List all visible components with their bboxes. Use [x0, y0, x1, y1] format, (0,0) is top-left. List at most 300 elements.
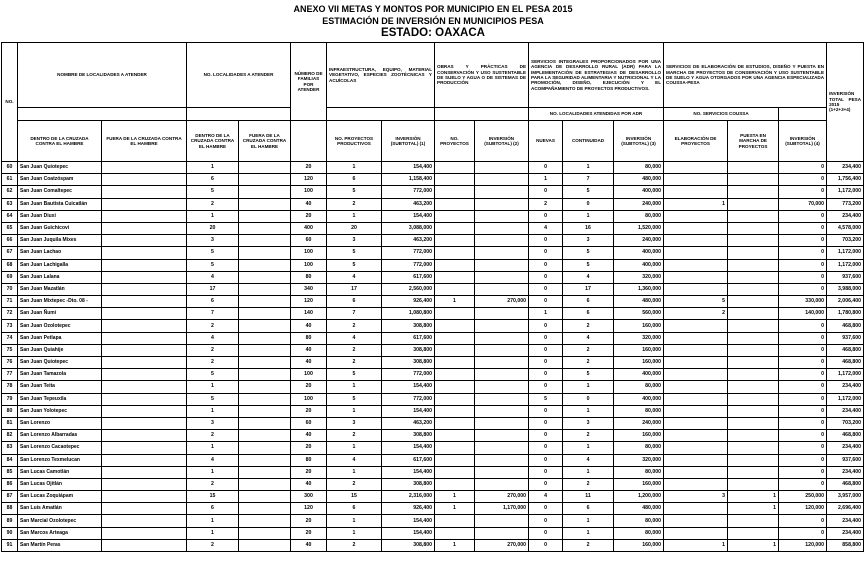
productive-projects-count-cell: 5	[327, 259, 382, 271]
elaboration-projects-cell: 2	[664, 308, 728, 320]
total-investment-cell: 1,172,000	[827, 369, 864, 381]
outside-crusade-name-cell	[102, 296, 187, 308]
elaboration-projects-cell	[664, 186, 728, 198]
municipality-name-cell: San Lorenzo Albarradas	[18, 430, 102, 442]
localities-inside-crusade-cell: 2	[187, 198, 239, 210]
continuity-localities-cell: 1	[563, 442, 614, 454]
elaboration-projects-cell	[664, 454, 728, 466]
continuity-localities-cell: 17	[563, 283, 614, 295]
table-row	[2, 503, 864, 515]
families-count-cell: 20	[291, 162, 327, 174]
row-number-cell: 70	[2, 283, 18, 295]
elaboration-projects-cell	[664, 357, 728, 369]
table-row	[2, 466, 864, 478]
localities-outside-crusade-cell	[239, 503, 291, 515]
localities-inside-crusade-cell: 20	[187, 222, 239, 234]
localities-outside-crusade-cell	[239, 283, 291, 295]
municipality-name-cell: San Juan Tamazola	[18, 369, 102, 381]
startup-projects-cell	[728, 369, 779, 381]
table-row	[2, 539, 864, 551]
row-number-cell: 75	[2, 344, 18, 356]
elaboration-projects-cell	[664, 174, 728, 186]
header-infraestructura: INFRAESTRUCTURA, EQUIPO, MATERIAL VEGETATIVO, ESPECIES ZOOTÉCNICAS Y ACUÍCOLAS	[327, 43, 435, 108]
localities-outside-crusade-cell	[239, 527, 291, 539]
header-no-proyectos-2: NO. PROYECTOS	[435, 121, 475, 162]
localities-outside-crusade-cell	[239, 417, 291, 429]
localities-inside-crusade-cell: 6	[187, 503, 239, 515]
investment-3-cell: 400,000	[614, 369, 664, 381]
investment-4-cell: 0	[779, 210, 827, 222]
localities-inside-crusade-cell: 6	[187, 174, 239, 186]
investment-1-cell: 617,600	[382, 454, 435, 466]
investment-4-cell: 0	[779, 393, 827, 405]
families-count-cell: 60	[291, 235, 327, 247]
startup-projects-cell	[728, 405, 779, 417]
investment-4-cell: 0	[779, 466, 827, 478]
investment-4-cell: 0	[779, 271, 827, 283]
investment-2-cell	[475, 344, 529, 356]
localities-outside-crusade-cell	[239, 210, 291, 222]
municipality-name-cell: San Lorenzo	[18, 417, 102, 429]
investment-2-cell: 270,000	[475, 296, 529, 308]
outside-crusade-name-cell	[102, 405, 187, 417]
localities-inside-crusade-cell: 4	[187, 332, 239, 344]
conservation-projects-count-cell	[435, 259, 475, 271]
investment-1-cell: 772,000	[382, 186, 435, 198]
investment-1-cell: 154,400	[382, 210, 435, 222]
startup-projects-cell	[728, 271, 779, 283]
investment-3-cell: 480,000	[614, 296, 664, 308]
municipality-name-cell: San Juan Lachigalla	[18, 259, 102, 271]
table-row	[2, 442, 864, 454]
continuity-localities-cell: 0	[563, 198, 614, 210]
outside-crusade-name-cell	[102, 271, 187, 283]
total-investment-cell: 1,756,400	[827, 174, 864, 186]
continuity-localities-cell: 7	[563, 174, 614, 186]
families-count-cell: 340	[291, 283, 327, 295]
header-inversion-3: INVERSIÓN (SUBTOTAL) (3)	[614, 121, 664, 162]
total-investment-cell: 937,600	[827, 271, 864, 283]
continuity-localities-cell: 0	[563, 393, 614, 405]
localities-outside-crusade-cell	[239, 259, 291, 271]
investment-4-cell: 0	[779, 222, 827, 234]
total-investment-cell: 3,957,000	[827, 491, 864, 503]
startup-projects-cell: 1	[728, 503, 779, 515]
new-localities-cell: 0	[529, 259, 563, 271]
productive-projects-count-cell: 1	[327, 405, 382, 417]
conservation-projects-count-cell	[435, 271, 475, 283]
outside-crusade-name-cell	[102, 344, 187, 356]
elaboration-projects-cell	[664, 283, 728, 295]
elaboration-projects-cell	[664, 381, 728, 393]
total-investment-cell: 703,200	[827, 235, 864, 247]
investment-4-cell: 0	[779, 527, 827, 539]
productive-projects-count-cell: 2	[327, 198, 382, 210]
row-number-cell: 85	[2, 466, 18, 478]
new-localities-cell: 1	[529, 174, 563, 186]
table-row	[2, 478, 864, 490]
row-number-cell: 77	[2, 369, 18, 381]
elaboration-projects-cell	[664, 405, 728, 417]
header-servicios-adr: SERVICIOS INTEGRALES PROPORCIONADOS POR UNA AGENCIA DE DESARROLLO RURAL (ADR) PARA LA IMPLEMENTACIÓN DE ESTRATEGIAS DE DESARROLLO PARA LA SEGURIDAD ALIMENTARIA Y NUTRICIONAL Y LA PROMOCIÓN, DISEÑO, EJECUCIÓN Y EL ACOMPAÑAMIENTO DE PROYECTOS PRODUCTIVOS.	[529, 43, 664, 108]
investment-4-cell: 0	[779, 174, 827, 186]
outside-crusade-name-cell	[102, 198, 187, 210]
outside-crusade-name-cell	[102, 247, 187, 259]
new-localities-cell: 0	[529, 162, 563, 174]
investment-4-cell: 0	[779, 417, 827, 429]
table-row	[2, 174, 864, 186]
row-number-cell: 62	[2, 186, 18, 198]
investment-3-cell: 80,000	[614, 527, 664, 539]
new-localities-cell: 0	[529, 539, 563, 551]
municipality-name-cell: San Juan Juquila Mixes	[18, 235, 102, 247]
families-count-cell: 140	[291, 308, 327, 320]
investment-table	[1, 42, 864, 552]
conservation-projects-count-cell	[435, 515, 475, 527]
outside-crusade-name-cell	[102, 235, 187, 247]
productive-projects-count-cell: 1	[327, 527, 382, 539]
productive-projects-count-cell: 6	[327, 296, 382, 308]
row-number-cell: 81	[2, 417, 18, 429]
families-count-cell: 20	[291, 515, 327, 527]
new-localities-cell: 0	[529, 405, 563, 417]
investment-2-cell	[475, 198, 529, 210]
investment-3-cell: 80,000	[614, 405, 664, 417]
total-investment-cell: 4,578,000	[827, 222, 864, 234]
investment-4-cell: 0	[779, 332, 827, 344]
table-row	[2, 235, 864, 247]
families-count-cell: 100	[291, 393, 327, 405]
localities-outside-crusade-cell	[239, 491, 291, 503]
conservation-projects-count-cell	[435, 247, 475, 259]
header-fuera: FUERA DE LA CRUZADA CONTRA EL HAMBRE	[102, 121, 187, 162]
localities-outside-crusade-cell	[239, 162, 291, 174]
elaboration-projects-cell	[664, 503, 728, 515]
row-number-cell: 80	[2, 405, 18, 417]
investment-1-cell: 154,400	[382, 466, 435, 478]
new-localities-cell: 0	[529, 332, 563, 344]
header-elaboracion: ELABORACIÓN DE PROYECTOS	[664, 121, 728, 162]
municipality-name-cell: San Juan Ñumí	[18, 308, 102, 320]
outside-crusade-name-cell	[102, 259, 187, 271]
total-investment-cell: 2,006,400	[827, 296, 864, 308]
total-investment-cell: 234,400	[827, 162, 864, 174]
investment-1-cell: 772,000	[382, 259, 435, 271]
new-localities-cell: 1	[529, 308, 563, 320]
elaboration-projects-cell	[664, 417, 728, 429]
continuity-localities-cell: 1	[563, 210, 614, 222]
productive-projects-count-cell: 2	[327, 357, 382, 369]
families-count-cell: 100	[291, 247, 327, 259]
outside-crusade-name-cell	[102, 186, 187, 198]
investment-3-cell: 160,000	[614, 478, 664, 490]
new-localities-cell: 0	[529, 296, 563, 308]
localities-inside-crusade-cell: 6	[187, 296, 239, 308]
elaboration-projects-cell	[664, 332, 728, 344]
localities-inside-crusade-cell: 2	[187, 344, 239, 356]
investment-3-cell: 400,000	[614, 393, 664, 405]
table-row	[2, 320, 864, 332]
row-number-cell: 74	[2, 332, 18, 344]
continuity-localities-cell: 6	[563, 503, 614, 515]
investment-1-cell: 308,800	[382, 478, 435, 490]
conservation-projects-count-cell	[435, 332, 475, 344]
new-localities-cell: 0	[529, 381, 563, 393]
total-investment-cell: 468,800	[827, 478, 864, 490]
investment-1-cell: 617,600	[382, 271, 435, 283]
table-row	[2, 259, 864, 271]
localities-outside-crusade-cell	[239, 222, 291, 234]
families-count-cell: 40	[291, 344, 327, 356]
conservation-projects-count-cell	[435, 198, 475, 210]
investment-2-cell	[475, 210, 529, 222]
investment-1-cell: 154,400	[382, 515, 435, 527]
row-number-cell: 89	[2, 515, 18, 527]
elaboration-projects-cell	[664, 393, 728, 405]
total-investment-cell: 234,400	[827, 442, 864, 454]
header-no-proyectos: NO. PROYECTOS PRODUCTIVOS	[327, 121, 382, 162]
investment-2-cell	[475, 515, 529, 527]
continuity-localities-cell: 3	[563, 417, 614, 429]
row-number-cell: 67	[2, 247, 18, 259]
new-localities-cell: 0	[529, 271, 563, 283]
header-spacer	[435, 108, 529, 121]
continuity-localities-cell: 4	[563, 271, 614, 283]
productive-projects-count-cell: 5	[327, 247, 382, 259]
table-row	[2, 271, 864, 283]
startup-projects-cell	[728, 174, 779, 186]
localities-outside-crusade-cell	[239, 393, 291, 405]
localities-inside-crusade-cell: 5	[187, 186, 239, 198]
investment-1-cell: 308,800	[382, 430, 435, 442]
new-localities-cell: 0	[529, 186, 563, 198]
continuity-localities-cell: 3	[563, 235, 614, 247]
header-familias: NÚMERO DE FAMILIAS POR ATENDER	[291, 43, 327, 121]
row-number-cell: 91	[2, 539, 18, 551]
table-row	[2, 186, 864, 198]
outside-crusade-name-cell	[102, 162, 187, 174]
row-number-cell: 86	[2, 478, 18, 490]
row-number-cell: 65	[2, 222, 18, 234]
families-count-cell: 100	[291, 369, 327, 381]
investment-4-cell: 0	[779, 381, 827, 393]
new-localities-cell: 0	[529, 430, 563, 442]
localities-inside-crusade-cell: 1	[187, 210, 239, 222]
investment-2-cell	[475, 454, 529, 466]
header-spacer	[18, 108, 187, 121]
continuity-localities-cell: 11	[563, 491, 614, 503]
startup-projects-cell	[728, 296, 779, 308]
total-investment-cell: 234,400	[827, 381, 864, 393]
row-number-cell: 68	[2, 259, 18, 271]
conservation-projects-count-cell: 1	[435, 491, 475, 503]
investment-2-cell	[475, 369, 529, 381]
header-dentro: DENTRO DE LA CRUZADA CONTRA EL HAMBRE	[187, 121, 239, 162]
conservation-projects-count-cell	[435, 344, 475, 356]
total-investment-cell: 234,400	[827, 405, 864, 417]
continuity-localities-cell: 2	[563, 478, 614, 490]
continuity-localities-cell: 6	[563, 308, 614, 320]
localities-inside-crusade-cell: 5	[187, 369, 239, 381]
table-row	[2, 381, 864, 393]
row-number-cell: 66	[2, 235, 18, 247]
header-no-localidades: NO. LOCALIDADES A ATENDER	[187, 43, 291, 108]
startup-projects-cell	[728, 381, 779, 393]
startup-projects-cell	[728, 186, 779, 198]
investment-3-cell: 560,000	[614, 308, 664, 320]
investment-4-cell: 120,000	[779, 539, 827, 551]
table-body	[2, 162, 864, 552]
elaboration-projects-cell	[664, 442, 728, 454]
productive-projects-count-cell: 2	[327, 430, 382, 442]
table-row	[2, 283, 864, 295]
productive-projects-count-cell: 1	[327, 515, 382, 527]
startup-projects-cell	[728, 247, 779, 259]
municipality-name-cell: San Juan Lalana	[18, 271, 102, 283]
table-row	[2, 162, 864, 174]
municipality-name-cell: San Juan Mazatlán	[18, 283, 102, 295]
outside-crusade-name-cell	[102, 308, 187, 320]
state-title: ESTADO: OAXACA	[381, 27, 485, 39]
investment-3-cell: 1,360,000	[614, 283, 664, 295]
investment-4-cell: 0	[779, 369, 827, 381]
families-count-cell: 40	[291, 478, 327, 490]
investment-1-cell: 463,200	[382, 198, 435, 210]
localities-inside-crusade-cell: 1	[187, 405, 239, 417]
investment-3-cell: 400,000	[614, 259, 664, 271]
startup-projects-cell	[728, 308, 779, 320]
header-localidades-adr: NO. LOCALIDADES ATENDIDAS POR ADR	[529, 108, 664, 121]
outside-crusade-name-cell	[102, 491, 187, 503]
families-count-cell: 60	[291, 417, 327, 429]
localities-inside-crusade-cell: 1	[187, 466, 239, 478]
investment-3-cell: 400,000	[614, 186, 664, 198]
conservation-projects-count-cell	[435, 320, 475, 332]
municipality-name-cell: San Juan Ozolotepec	[18, 320, 102, 332]
localities-outside-crusade-cell	[239, 442, 291, 454]
conservation-projects-count-cell: 1	[435, 296, 475, 308]
table-row	[2, 357, 864, 369]
new-localities-cell: 0	[529, 442, 563, 454]
investment-3-cell: 80,000	[614, 442, 664, 454]
conservation-projects-count-cell	[435, 393, 475, 405]
conservation-projects-count-cell	[435, 430, 475, 442]
total-investment-cell: 1,172,000	[827, 247, 864, 259]
new-localities-cell: 0	[529, 320, 563, 332]
continuity-localities-cell: 2	[563, 357, 614, 369]
document-title: ANEXO VII METAS Y MONTOS POR MUNICIPIO EN EL PESA 2015	[293, 4, 573, 14]
investment-4-cell: 0	[779, 478, 827, 490]
localities-outside-crusade-cell	[239, 515, 291, 527]
header-spacer	[327, 108, 435, 121]
outside-crusade-name-cell	[102, 393, 187, 405]
total-investment-cell: 1,172,000	[827, 186, 864, 198]
investment-2-cell	[475, 332, 529, 344]
new-localities-cell: 0	[529, 478, 563, 490]
families-count-cell: 20	[291, 466, 327, 478]
families-count-cell: 100	[291, 186, 327, 198]
elaboration-projects-cell	[664, 430, 728, 442]
outside-crusade-name-cell	[102, 381, 187, 393]
total-investment-cell: 234,400	[827, 466, 864, 478]
investment-1-cell: 1,080,800	[382, 308, 435, 320]
total-investment-cell: 937,600	[827, 332, 864, 344]
table-row	[2, 332, 864, 344]
investment-2-cell: 1,170,000	[475, 503, 529, 515]
investment-4-cell: 0	[779, 430, 827, 442]
investment-1-cell: 308,800	[382, 357, 435, 369]
elaboration-projects-cell	[664, 466, 728, 478]
conservation-projects-count-cell	[435, 186, 475, 198]
continuity-localities-cell: 4	[563, 332, 614, 344]
investment-2-cell	[475, 430, 529, 442]
header-inversion-4: INVERSIÓN (SUBTOTAL) (4)	[779, 121, 827, 162]
localities-outside-crusade-cell	[239, 454, 291, 466]
continuity-localities-cell: 2	[563, 344, 614, 356]
productive-projects-count-cell: 1	[327, 381, 382, 393]
investment-3-cell: 240,000	[614, 198, 664, 210]
municipality-name-cell: San Lorenzo Texmelucan	[18, 454, 102, 466]
investment-4-cell: 0	[779, 515, 827, 527]
header-puesta-en-marcha: PUESTA EN MARCHA DE PROYECTOS	[728, 121, 779, 162]
row-number-cell: 83	[2, 442, 18, 454]
investment-2-cell	[475, 393, 529, 405]
investment-3-cell: 80,000	[614, 210, 664, 222]
elaboration-projects-cell	[664, 344, 728, 356]
investment-2-cell	[475, 405, 529, 417]
investment-3-cell: 480,000	[614, 503, 664, 515]
localities-inside-crusade-cell: 5	[187, 259, 239, 271]
investment-2-cell	[475, 247, 529, 259]
families-count-cell: 40	[291, 357, 327, 369]
municipality-name-cell: San Lucas Camotlán	[18, 466, 102, 478]
new-localities-cell: 0	[529, 503, 563, 515]
conservation-projects-count-cell	[435, 283, 475, 295]
productive-projects-count-cell: 2	[327, 320, 382, 332]
productive-projects-count-cell: 1	[327, 466, 382, 478]
outside-crusade-name-cell	[102, 503, 187, 515]
localities-outside-crusade-cell	[239, 466, 291, 478]
localities-inside-crusade-cell: 3	[187, 235, 239, 247]
municipality-name-cell: San Juan Quiotepec	[18, 162, 102, 174]
total-investment-cell: 703,200	[827, 417, 864, 429]
localities-outside-crusade-cell	[239, 430, 291, 442]
startup-projects-cell: 1	[728, 491, 779, 503]
investment-2-cell	[475, 174, 529, 186]
total-investment-cell: 937,600	[827, 454, 864, 466]
localities-outside-crusade-cell	[239, 296, 291, 308]
elaboration-projects-cell	[664, 271, 728, 283]
total-investment-cell: 1,172,000	[827, 393, 864, 405]
localities-inside-crusade-cell: 2	[187, 539, 239, 551]
investment-4-cell: 120,000	[779, 503, 827, 515]
investment-3-cell: 1,520,000	[614, 222, 664, 234]
investment-3-cell: 240,000	[614, 417, 664, 429]
investment-4-cell: 0	[779, 247, 827, 259]
continuity-localities-cell: 1	[563, 405, 614, 417]
investment-3-cell: 160,000	[614, 320, 664, 332]
table-row	[2, 454, 864, 466]
localities-inside-crusade-cell: 4	[187, 271, 239, 283]
new-localities-cell: 0	[529, 247, 563, 259]
localities-inside-crusade-cell: 1	[187, 162, 239, 174]
productive-projects-count-cell: 4	[327, 271, 382, 283]
investment-3-cell: 80,000	[614, 515, 664, 527]
table-row	[2, 308, 864, 320]
startup-projects-cell	[728, 357, 779, 369]
outside-crusade-name-cell	[102, 174, 187, 186]
conservation-projects-count-cell	[435, 174, 475, 186]
